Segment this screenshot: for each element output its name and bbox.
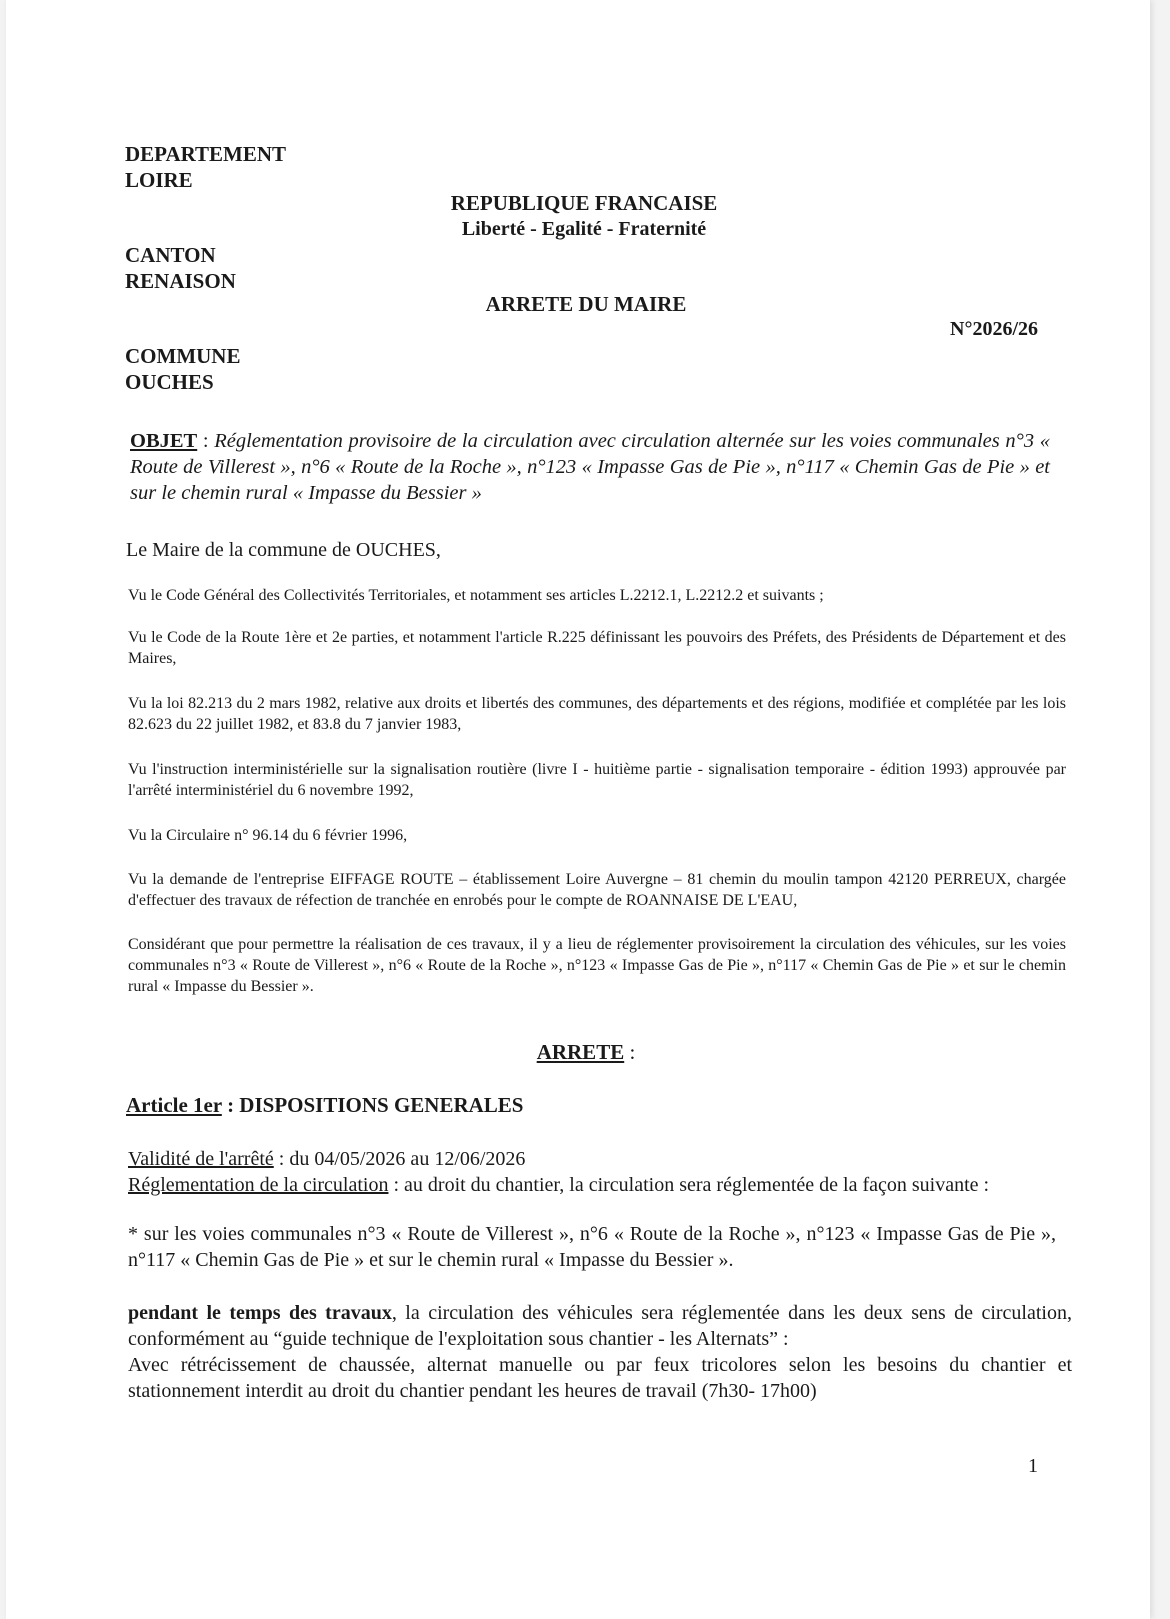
decree-number: N°2026/26 (950, 318, 1038, 340)
canton-label: CANTON (125, 243, 216, 267)
page-number: 1 (1028, 1455, 1038, 1477)
departement-label: DEPARTEMENT (125, 142, 287, 166)
considerant-cgct: Vu le Code Général des Collectivités Territoriales, et notamment ses articles L.2212.1, L.2212.2 et suivants ; (128, 587, 824, 604)
arrete-word: ARRETE (536, 1040, 625, 1064)
objet-paragraph (130, 428, 1050, 506)
commune-value: OUCHES (125, 370, 214, 394)
validity-text: : du 04/05/2026 au 12/06/2026 (273, 1148, 526, 1170)
republic-block (414, 190, 754, 242)
objet-label: OBJET (130, 430, 198, 452)
document-title: ARRETE DU MAIRE (485, 292, 687, 316)
mayor-intro: Le Maire de la commune de OUCHES, (126, 539, 441, 561)
canton-block (125, 242, 236, 294)
arrete-colon: : (624, 1040, 636, 1064)
regulation-line (128, 1172, 1098, 1198)
commune-block (125, 343, 240, 395)
validity-label: Validité de l'arrêté (128, 1148, 274, 1170)
considerant-loi-1982: Vu la loi 82.213 du 2 mars 1982, relative aux droits et libertés des communes, des départements et des régions, modifiée et complétée par les lois 82.623 du 22 juillet 1982, et 83.8 du 7 janvier 1983, (128, 695, 1066, 733)
commune-label: COMMUNE (125, 344, 241, 368)
objet-separator: : (197, 430, 215, 452)
article1-heading (126, 1093, 523, 1118)
works-bold: pendant le temps des travaux (128, 1302, 392, 1324)
considerant-code-route: Vu le Code de la Route 1ère et 2e parties, et notamment l'article R.225 définissant les pouvoirs des Préfets, des Présidents de Département et des Maires, (128, 629, 1066, 667)
works-text: , la circulation des véhicules sera réglementée dans les deux sens de circulation, conformément au “guide technique de l'exploitation sous chantier - les Alternats” : (128, 1302, 1072, 1350)
article1-title: : DISPOSITIONS GENERALES (221, 1093, 524, 1117)
departement-value: LOIRE (125, 168, 193, 192)
considerant-final: Considérant que pour permettre la réalisation de ces travaux, il y a lieu de réglementer provisoirement la circulation des véhicules, sur les voies communales n°3 « Route de Villerest », n°6 « Route de la Roche », n°123 « Impasse Gas de Pie », n°117 « Chemin Gas de Pie » et sur le chemin rural « Impasse du Bessier ». (128, 936, 1066, 995)
considerant-demande: Vu la demande de l'entreprise EIFFAGE ROUTE – établissement Loire Auvergne – 81 chemin du moulin tampon 42120 PERREUX, chargée d'effectuer des travaux de réfection de tranchée en enrobés pour le compte de ROANNAISE DE L'EAU, (128, 871, 1066, 909)
republic-title: REPUBLIQUE FRANCAISE (450, 191, 718, 215)
roads-paragraph: * sur les voies communales n°3 « Route de Villerest », n°6 « Route de la Roche », n°123 « Impasse Gas de Pie », n°117 « Chemin Gas de Pie » et sur le chemin rural « Impasse du Bessier ». (128, 1223, 1056, 1271)
republic-motto: Liberté - Egalité - Fraternité (461, 218, 707, 240)
regulation-text: : au droit du chantier, la circulation sera réglementée de la façon suivante : (388, 1174, 990, 1196)
considerant-instruction: Vu l'instruction interministérielle sur la signalisation routière (livre I - huitième partie - signalisation temporaire - édition 1993) approuvée par l'arrêté interministériel du 6 novembre 1992, (128, 761, 1066, 799)
article1-label: Article 1er (126, 1093, 222, 1117)
arrete-heading (426, 1040, 746, 1065)
objet-text: Réglementation provisoire de la circulation avec circulation alternée sur les voies communales n°3 « Route de Villerest », n°6 « Route de la Roche », n°123 « Impasse Gas de Pie », n°117 « Chemin Gas de Pie » et sur le chemin rural « Impasse du Bessier » (130, 430, 1050, 504)
document-page (6, 0, 1150, 1619)
validity-line (128, 1146, 1088, 1172)
considerant-circulaire: Vu la Circulaire n° 96.14 du 6 février 1996, (128, 827, 408, 844)
canton-value: RENAISON (125, 269, 236, 293)
measures-paragraph: Avec rétrécissement de chaussée, alternat manuelle ou par feux tricolores selon les besoins du chantier et stationnement interdit au droit du chantier pendant les heures de travail (7h30- 17h00) (128, 1354, 1072, 1402)
regulation-label: Réglementation de la circulation (128, 1174, 389, 1196)
works-paragraph (128, 1300, 1072, 1352)
departement-block (125, 141, 286, 193)
